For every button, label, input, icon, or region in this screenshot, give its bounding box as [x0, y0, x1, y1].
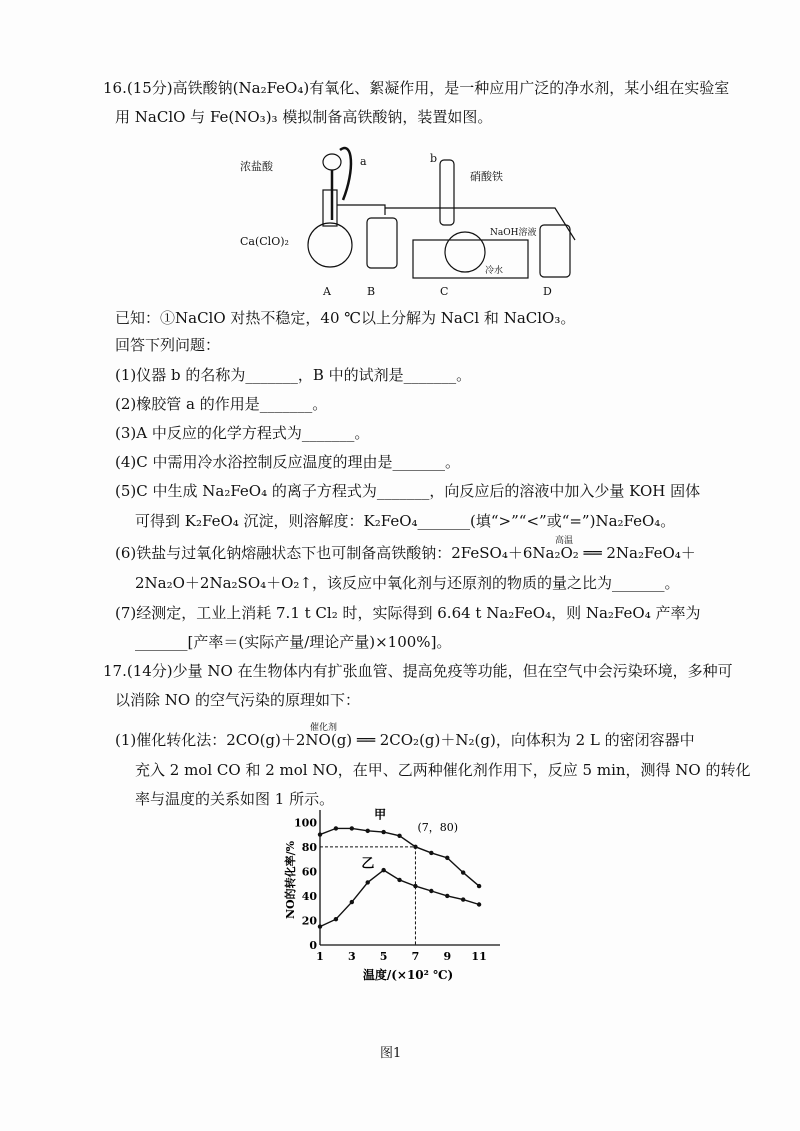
answer-prompt: 回答下列问题： — [115, 336, 221, 354]
q17-p1-condition: 催化剂 — [310, 723, 338, 733]
y-tick-label: 20 — [301, 914, 317, 928]
y-tick-label: 80 — [301, 840, 317, 854]
apparatus-diagram — [235, 140, 605, 300]
x-tick-label: 9 — [443, 950, 452, 963]
funnel — [323, 154, 341, 170]
bottle-d — [540, 225, 570, 277]
label-A: A — [323, 285, 331, 298]
data-point — [318, 924, 322, 928]
q16-part6a: (6)铁盐与过氧化钠熔融状态下也可制备高铁酸钠：2FeSO₄＋6Na₂O₂ ══ 2Na₂FeO₄＋ — [115, 544, 696, 562]
known-note: 已知：①NaClO 对热不稳定，40 ℃以上分解为 NaCl 和 NaClO₃。 — [115, 309, 576, 327]
q16-part1: (1)仪器 b 的名称为_______，B 中的试剂是_______。 — [115, 366, 472, 384]
q16-part7a: (7)经测定，工业上消耗 7.1 t Cl₂ 时，实际得到 6.64 t Na₂FeO₄，则 Na₂FeO₄ 产率为 — [115, 604, 701, 622]
data-point — [397, 834, 401, 838]
label-a: a — [360, 155, 367, 168]
y-tick-label: 100 — [294, 816, 317, 830]
label-caclo: Ca(ClO)₂ — [240, 235, 289, 248]
x-tick-label: 7 — [411, 950, 420, 963]
q16-part5a: (5)C 中生成 Na₂FeO₄ 的离子方程式为_______，向反应后的溶液中加入少量 KOH 固体 — [115, 482, 701, 500]
flask-a-neck — [323, 190, 337, 226]
q16-part6b: 2Na₂O＋2Na₂SO₄＋O₂↑，该反应中氧化剂与还原剂的物质的量之比为_______。 — [135, 574, 680, 592]
q17-part1b: 充入 2 mol CO 和 2 mol NO，在甲、乙两种催化剂作用下，反应 5 min，测得 NO 的转化 — [135, 761, 751, 779]
data-point — [413, 845, 417, 849]
data-point — [381, 830, 385, 834]
x-tick-label: 11 — [471, 950, 487, 963]
y-tick-label: 40 — [301, 889, 317, 903]
q16-part3: (3)A 中反应的化学方程式为_______。 — [115, 424, 370, 442]
series-label-jia: 甲 — [374, 807, 387, 822]
x-tick-label: 1 — [316, 950, 324, 963]
q16-line2: 用 NaClO 与 Fe(NO₃)₃ 模拟制备高铁酸钠，装置如图。 — [115, 108, 493, 126]
q17-line1: 17.(14分)少量 NO 在生物体内有扩张血管、提高免疫等功能，但在空气中会污染环境，多种可 — [103, 662, 733, 680]
q16-part4: (4)C 中需用冷水浴控制反应温度的理由是_______。 — [115, 453, 460, 471]
series-label-yi: 乙 — [361, 856, 375, 872]
x-tick-label: 3 — [347, 950, 356, 963]
y-tick-label: 60 — [301, 865, 317, 879]
label-fe: 硝酸铁 — [470, 170, 503, 183]
funnel-b — [440, 160, 454, 225]
data-point — [445, 894, 449, 898]
rubber-tube-a — [332, 148, 351, 220]
data-point — [477, 902, 481, 906]
flask-a — [308, 223, 352, 267]
label-B: B — [367, 285, 376, 298]
data-point — [350, 900, 354, 904]
label-C: C — [440, 285, 449, 298]
flask-c — [445, 232, 485, 272]
q16-p6-condition: 高温 — [555, 536, 574, 546]
conversion-chart — [280, 805, 520, 990]
x-axis-label: 温度/(×10² ℃) — [362, 968, 454, 982]
figure-caption: 图1 — [380, 1046, 402, 1061]
data-point — [350, 826, 354, 830]
data-point — [477, 884, 481, 888]
data-point — [318, 832, 322, 836]
data-point — [381, 868, 385, 872]
data-point — [366, 829, 370, 833]
data-point — [366, 880, 370, 884]
data-point — [397, 878, 401, 882]
label-water: 冷水 — [485, 266, 504, 276]
y-tick-label: 0 — [309, 939, 317, 952]
label-hcl: 浓盐酸 — [240, 160, 273, 173]
q16-part2: (2)橡胶管 a 的作用是_______。 — [115, 395, 328, 413]
data-point — [334, 826, 338, 830]
bottle-b — [367, 218, 397, 268]
data-point — [461, 870, 465, 874]
label-naoh: NaOH溶液 — [490, 228, 537, 238]
q16-part5b: 可得到 K₂FeO₄ 沉淀，则溶解度：K₂FeO₄_______(填“>”“<”或“=”)Na₂FeO₄。 — [135, 512, 676, 530]
x-tick-label: 5 — [379, 950, 388, 963]
data-point — [334, 917, 338, 921]
q17-part1a: (1)催化转化法：2CO(g)＋2NO(g) ══ 2CO₂(g)＋N₂(g)，向体积为 2 L 的密闭容器中 — [115, 731, 695, 749]
label-D: D — [543, 285, 552, 298]
q16-part7b: _______[产率＝(实际产量/理论产量)×100%]。 — [135, 633, 452, 651]
annotation-label: (7，80) — [417, 820, 459, 834]
label-b: b — [430, 152, 438, 165]
q16-line1: 16.(15分)高铁酸钠(Na₂FeO₄)有氧化、絮凝作用，是一种应用广泛的净水剂，某小组在实验室 — [103, 79, 730, 97]
data-point — [429, 851, 433, 855]
q17-part1c: 率与温度的关系如图 1 所示。 — [135, 790, 335, 808]
data-point — [445, 856, 449, 860]
data-point — [461, 897, 465, 901]
y-axis-label: NO的转化率/% — [284, 840, 297, 920]
q17-line2: 以消除 NO 的空气污染的原理如下： — [115, 691, 360, 709]
data-point — [429, 889, 433, 893]
data-point — [413, 884, 417, 888]
water-bath — [413, 240, 528, 278]
